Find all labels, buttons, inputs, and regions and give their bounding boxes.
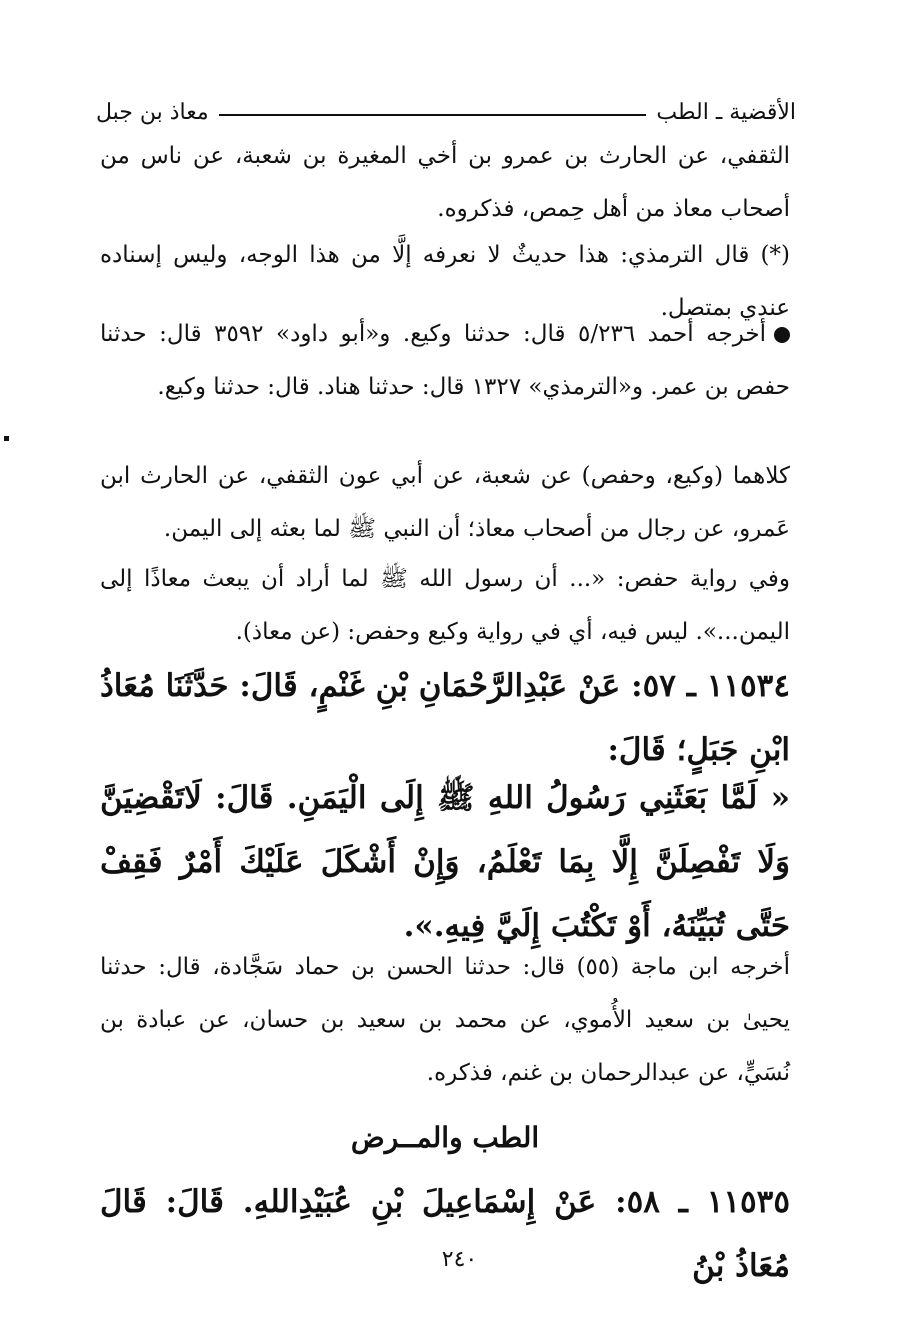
- hafs-narration-paragraph: وفي رواية حفص: «... أن رسول الله ﷺ لما أراد أن يبعث معاذًا إلى اليمن...». ليس فيه، أي في رواية وكيع وحفص: (عن معاذ).: [100, 566, 790, 645]
- footnote-tirmidhi: (*) قال الترمذي: هذا حديثٌ لا نعرفه إلَّا من هذا الوجه، وليس إسناده عندي بمتصل.: [100, 242, 790, 321]
- hadith-57-takhrij: أخرجه ابن ماجة (٥٥) قال: حدثنا الحسن بن حماد سَجَّادة، قال: حدثنا يحيىٰ بن سعيد الأُموي، عن محمد بن سعيد بن حسان، عن عبادة بن نُسَيٍّ، عن عبدالرحمان بن غنم، فذكره.: [100, 954, 790, 1086]
- continuation-paragraph: الثقفي، عن الحارث بن عمرو بن أخي المغيرة بن شعبة، عن ناس من أصحاب معاذ من أهل حِمص، فذكروه.: [100, 143, 790, 222]
- header-rule: [219, 114, 647, 116]
- bullet-icon: [774, 327, 790, 343]
- hadith-57-isnad: ١١٥٣٤ ـ ٥٧: عَنْ عَبْدِالرَّحْمَانِ بْنِ غَنْمٍ، قَالَ: حَدَّثَنَا مُعَاذُ ابْنِ جَبَلٍ؛ قَالَ:: [100, 668, 790, 768]
- page-number: ٢٤٠: [441, 1247, 478, 1272]
- chain-paragraph: كلاهما (وكيع، وحفص) عن شعبة، عن أبي عون الثقفي، عن الحارث ابن عَمرو، عن رجال من أصحاب معاذ؛ أن النبي ﷺ لما بعثه إلى اليمن.: [100, 463, 790, 542]
- takhrij-text: أخرجه أحمد ٥/٢٣٦ قال: حدثنا وكيع. و«أبو داود» ٣٥٩٢ قال: حدثنا حفص بن عمر. و«الترمذي» ١٣٢٧ قال: حدثنا هناد. قال: حدثنا وكيع.: [100, 321, 790, 400]
- hadith-57-matn: « لَمَّا بَعَثَنِي رَسُولُ اللهِ ﷺ إِلَى الْيَمَنِ. قَالَ: لَاتَقْضِيَنَّ وَلَا تَفْصِلَنَّ إِلَّا بِمَا تَعْلَمُ، وَإِنْ أَشْكَلَ عَلَيْكَ أَمْرٌ فَقِفْ حَتَّى تُبَيِّنَهُ، أَوْ تَكْتُبَ إِلَيَّ فِيهِ.».: [100, 780, 790, 944]
- margin-mark: [4, 436, 9, 441]
- header-chapter: معاذ بن جبل: [96, 99, 209, 125]
- running-header: [96, 92, 796, 132]
- takhrij-paragraph: [100, 308, 790, 414]
- hadith-58-isnad: ١١٥٣٥ ـ ٥٨: عَنْ إِسْمَاعِيلَ بْنِ عُبَيْدِاللهِ. قَالَ: قَالَ مُعَاذُ بْنُ: [100, 1184, 790, 1284]
- section-title: الطب والمــرض: [350, 1121, 540, 1154]
- header-section: الأقضية ـ الطب: [656, 99, 796, 125]
